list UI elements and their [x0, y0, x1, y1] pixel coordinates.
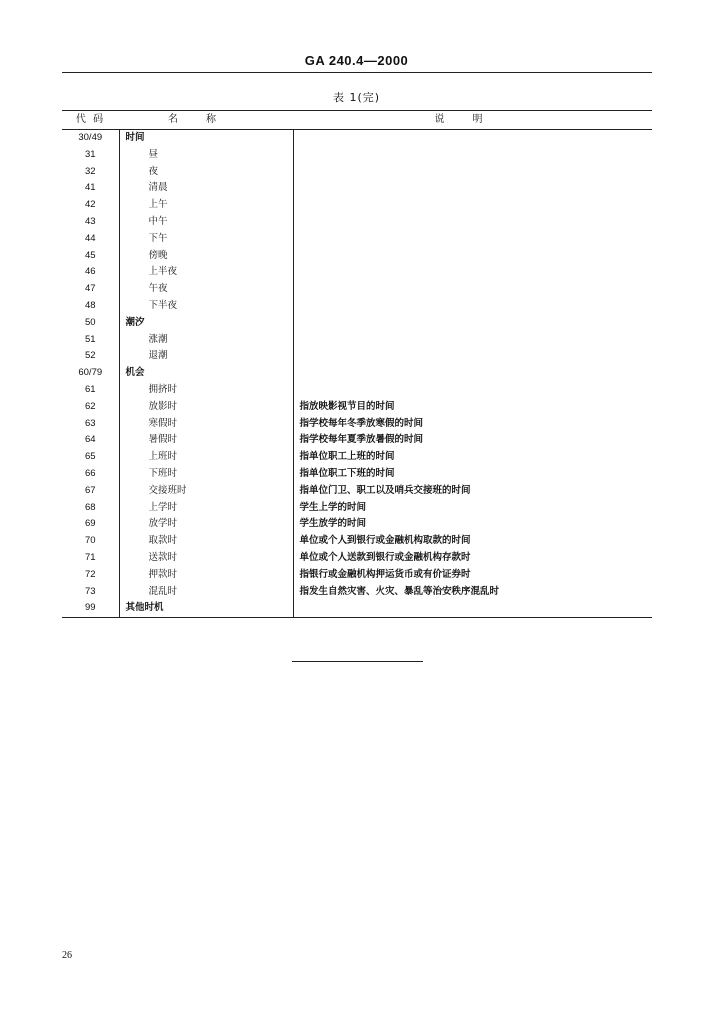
- cell-description: [293, 315, 652, 332]
- cell-name: 上午: [119, 197, 293, 214]
- cell-description: [293, 600, 652, 617]
- column-header-description: 说明: [293, 111, 652, 130]
- cell-description: [293, 365, 652, 382]
- header-rule: [62, 72, 652, 73]
- column-header-code: 代 码: [62, 111, 119, 130]
- cell-code: 69: [62, 516, 119, 533]
- cell-name: 上半夜: [119, 264, 293, 281]
- table-row: [62, 264, 652, 281]
- cell-description: [293, 281, 652, 298]
- table-row: [62, 399, 652, 416]
- cell-description: [293, 147, 652, 164]
- cell-name: 寒假时: [119, 416, 293, 433]
- table-row: [62, 147, 652, 164]
- table-row: [62, 298, 652, 315]
- cell-description: 单位或个人送款到银行或金融机构存款时: [299, 551, 471, 563]
- cell-code: 60/79: [62, 365, 119, 382]
- table-row: [62, 315, 652, 332]
- cell-name: 时间: [119, 130, 293, 147]
- table-row: [62, 214, 652, 231]
- cell-code: 73: [62, 584, 119, 601]
- table-row: [62, 231, 652, 248]
- cell-code: 63: [62, 416, 119, 433]
- table-row: [62, 550, 652, 567]
- cell-code: 62: [62, 399, 119, 416]
- cell-description: [293, 382, 652, 399]
- cell-name: 放学时: [119, 516, 293, 533]
- table-row: [62, 332, 652, 349]
- cell-description: [293, 130, 652, 147]
- cell-description: [293, 298, 652, 315]
- table-caption: 表 1(完): [332, 91, 381, 104]
- column-header-name: 名称: [119, 111, 293, 130]
- cell-code: 31: [62, 147, 119, 164]
- cell-name: 昼: [119, 147, 293, 164]
- table-row: [62, 416, 652, 433]
- cell-code: 99: [62, 600, 119, 617]
- standard-number: GA 240.4—2000: [304, 53, 409, 68]
- table-row: [62, 365, 652, 382]
- cell-code: 42: [62, 197, 119, 214]
- cell-code: 48: [62, 298, 119, 315]
- cell-name: 混乱时: [119, 584, 293, 601]
- cell-name: 拥挤时: [119, 382, 293, 399]
- table-row: [62, 584, 652, 601]
- table-row: [62, 432, 652, 449]
- cell-code: 44: [62, 231, 119, 248]
- cell-code: 43: [62, 214, 119, 231]
- table-row: [62, 382, 652, 399]
- table-body: [62, 130, 652, 618]
- cell-description: 单位或个人到银行或金融机构取款的时间: [299, 535, 471, 547]
- cell-description: 学生放学的时间: [299, 518, 367, 530]
- table-row: [62, 281, 652, 298]
- cell-name: 午夜: [119, 281, 293, 298]
- cell-description: 指单位职工上班的时间: [299, 451, 395, 463]
- cell-description: [293, 264, 652, 281]
- table-row: [62, 449, 652, 466]
- cell-name: 暑假时: [119, 432, 293, 449]
- end-rule: [292, 661, 423, 662]
- cell-name: 放影时: [119, 399, 293, 416]
- cell-description: [293, 231, 652, 248]
- cell-code: 66: [62, 466, 119, 483]
- cell-description: [293, 248, 652, 265]
- cell-name: 中午: [119, 214, 293, 231]
- table-row: [62, 466, 652, 483]
- cell-name: 傍晚: [119, 248, 293, 265]
- cell-code: 72: [62, 567, 119, 584]
- cell-description: 指单位职工下班的时间: [299, 467, 395, 479]
- cell-name: 交接班时: [119, 483, 293, 500]
- cell-name: 送款时: [119, 550, 293, 567]
- cell-description: [293, 197, 652, 214]
- cell-name: 取款时: [119, 533, 293, 550]
- code-table: [62, 110, 652, 618]
- table-row: [62, 533, 652, 550]
- table-row: [62, 130, 652, 147]
- cell-description: [293, 180, 652, 197]
- cell-description: 指发生自然灾害、火灾、暴乱等治安秩序混乱时: [299, 585, 500, 597]
- cell-description: 指学校每年冬季放寒假的时间: [299, 417, 424, 429]
- cell-name: 夜: [119, 164, 293, 181]
- cell-name: 上学时: [119, 500, 293, 517]
- cell-name: 涨潮: [119, 332, 293, 349]
- cell-code: 51: [62, 332, 119, 349]
- cell-description: 指放映影视节目的时间: [299, 400, 395, 412]
- cell-code: 41: [62, 180, 119, 197]
- cell-description: 指单位门卫、职工以及哨兵交接班的时间: [299, 484, 471, 496]
- cell-description: 指银行或金融机构押运货币或有价证券时: [299, 568, 471, 580]
- table-row: [62, 483, 652, 500]
- cell-code: 70: [62, 533, 119, 550]
- table-row: [62, 164, 652, 181]
- cell-name: 机会: [119, 365, 293, 382]
- cell-description: [293, 164, 652, 181]
- table-row: [62, 197, 652, 214]
- cell-name: 下班时: [119, 466, 293, 483]
- table-row: [62, 348, 652, 365]
- page-number: 26: [62, 950, 72, 961]
- table-row: [62, 500, 652, 517]
- table-row: [62, 248, 652, 265]
- cell-code: 52: [62, 348, 119, 365]
- cell-code: 46: [62, 264, 119, 281]
- cell-code: 61: [62, 382, 119, 399]
- cell-code: 64: [62, 432, 119, 449]
- table-row: [62, 516, 652, 533]
- cell-code: 45: [62, 248, 119, 265]
- cell-code: 50: [62, 315, 119, 332]
- cell-code: 71: [62, 550, 119, 567]
- cell-name: 上班时: [119, 449, 293, 466]
- cell-code: 68: [62, 500, 119, 517]
- cell-name: 下午: [119, 231, 293, 248]
- cell-code: 32: [62, 164, 119, 181]
- cell-code: 30/49: [62, 130, 119, 147]
- cell-description: [293, 214, 652, 231]
- cell-name: 清晨: [119, 180, 293, 197]
- table-row: [62, 600, 652, 617]
- cell-description: 学生上学的时间: [299, 501, 367, 513]
- table-row: [62, 180, 652, 197]
- cell-code: 47: [62, 281, 119, 298]
- table-header-row: [62, 111, 652, 130]
- cell-name: 押款时: [119, 567, 293, 584]
- cell-code: 65: [62, 449, 119, 466]
- cell-name: 下半夜: [119, 298, 293, 315]
- cell-description: 指学校每年夏季放暑假的时间: [299, 434, 424, 446]
- cell-description: [293, 348, 652, 365]
- table-row: [62, 567, 652, 584]
- cell-code: 67: [62, 483, 119, 500]
- cell-description: [293, 332, 652, 349]
- cell-name: 退潮: [119, 348, 293, 365]
- cell-name: 潮汐: [119, 315, 293, 332]
- cell-name: 其他时机: [119, 600, 293, 617]
